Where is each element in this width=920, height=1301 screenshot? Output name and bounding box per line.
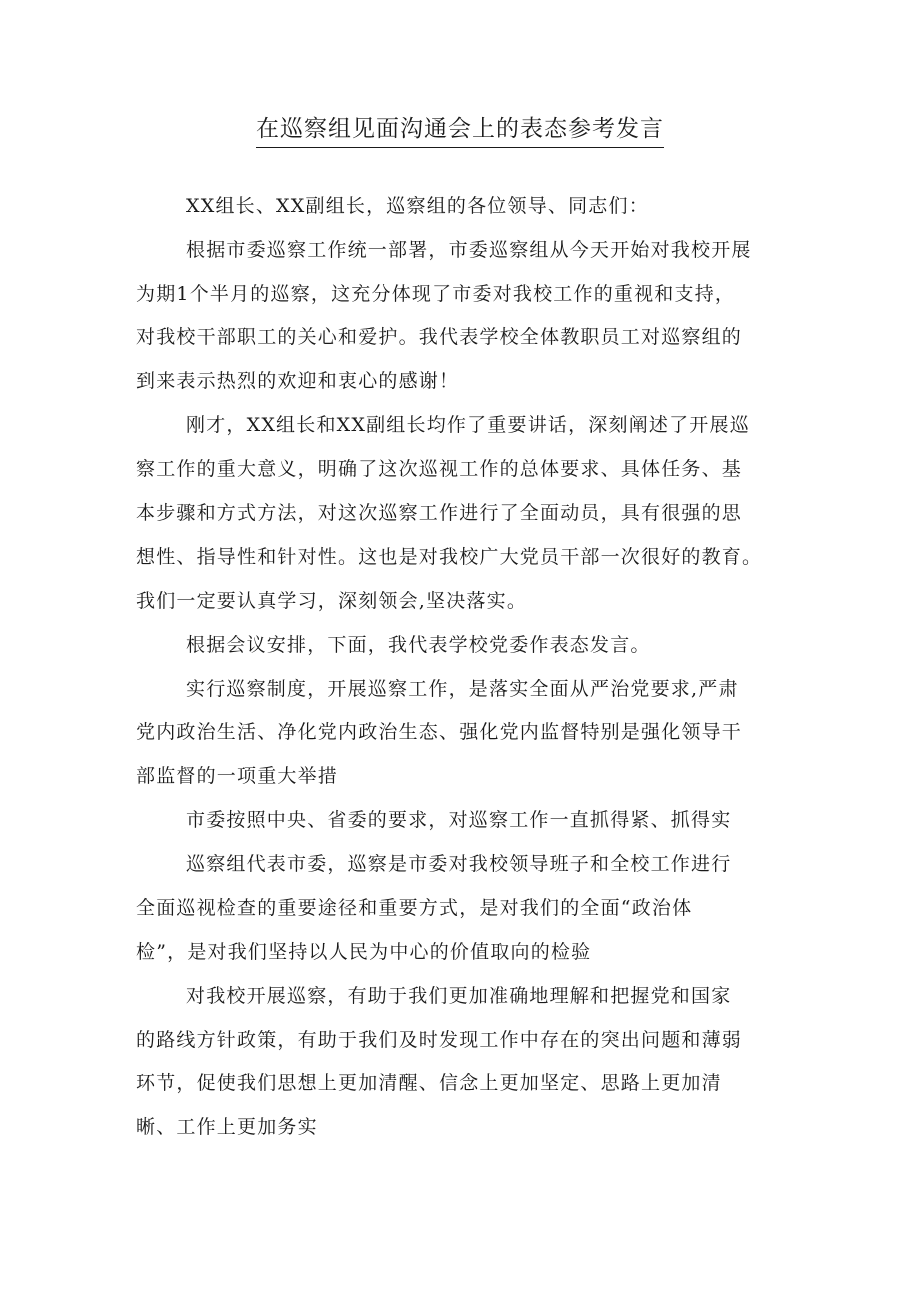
paragraph-line: 对我校干部职工的关心和爱护。我代表学校全体教职员工对巡察组的 [136,326,743,348]
paragraph-line: 本步骤和方式方法，对这次巡察工作进行了全面动员，具有很强的思 [136,502,743,524]
paragraph-line: 党内政治生活、净化党内政治生态、强化党内监督特别是强化领导干 [136,721,743,743]
paragraph-line: 市委按照中央、省委的要求，对巡察工作一直抓得紧、抓得实 [186,809,732,831]
paragraph-line: 实行巡察制度，开展巡察工作，是落实全面从严治党要求,严肃 [186,678,739,700]
paragraph-line: 到来表示热烈的欢迎和衷心的感谢！ [136,370,460,392]
paragraph-line: 根据会议安排，下面，我代表学校党委作表态发言。 [186,634,651,656]
paragraph-line: 环节，促使我们思想上更加清醒、信念上更加坚定、思路上更加清 [136,1072,722,1094]
paragraph-line: 我们一定要认真学习，深刻领会,坚决落实。 [136,590,528,612]
paragraph-line: 巡察组代表市委，巡察是市委对我校领导班子和全校工作进行 [186,853,732,875]
paragraph-line: 根据市委巡察工作统一部署，市委巡察组从今天开始对我校开展 [186,239,752,261]
paragraph-line: 为期1个半月的巡察，这充分体现了市委对我校工作的重视和支持， [136,283,736,305]
paragraph-line: 晰、工作上更加务实 [136,1116,318,1138]
document-title [0,112,920,148]
paragraph-line: 的路线方针政策，有助于我们及时发现工作中存在的突出问题和薄弱 [136,1029,743,1051]
document-title-text: 在巡察组见面沟通会上的表态参考发言 [256,112,664,148]
paragraph-line: XX组长、XX副组长，巡察组的各位领导、同志们： [186,195,649,217]
paragraph-line: 全面巡视检查的重要途径和重要方式，是对我们的全面“政治体 [136,897,693,919]
paragraph-line: 检”，是对我们坚持以人民为中心的价值取向的检验 [136,941,592,963]
paragraph-line: 部监督的一项重大举措 [136,765,339,787]
paragraph-line: 对我校开展巡察，有助于我们更加准确地理解和把握党和国家 [186,985,732,1007]
paragraph-line: 刚才，XX组长和XX副组长均作了重要讲话，深刻阐述了开展巡 [186,414,750,436]
paragraph-line: 想性、指导性和针对性。这也是对我校广大党员干部一次很好的教育。 [136,546,763,568]
paragraph-line: 察工作的重大意义，明确了这次巡视工作的总体要求、具体任务、基 [136,458,743,480]
